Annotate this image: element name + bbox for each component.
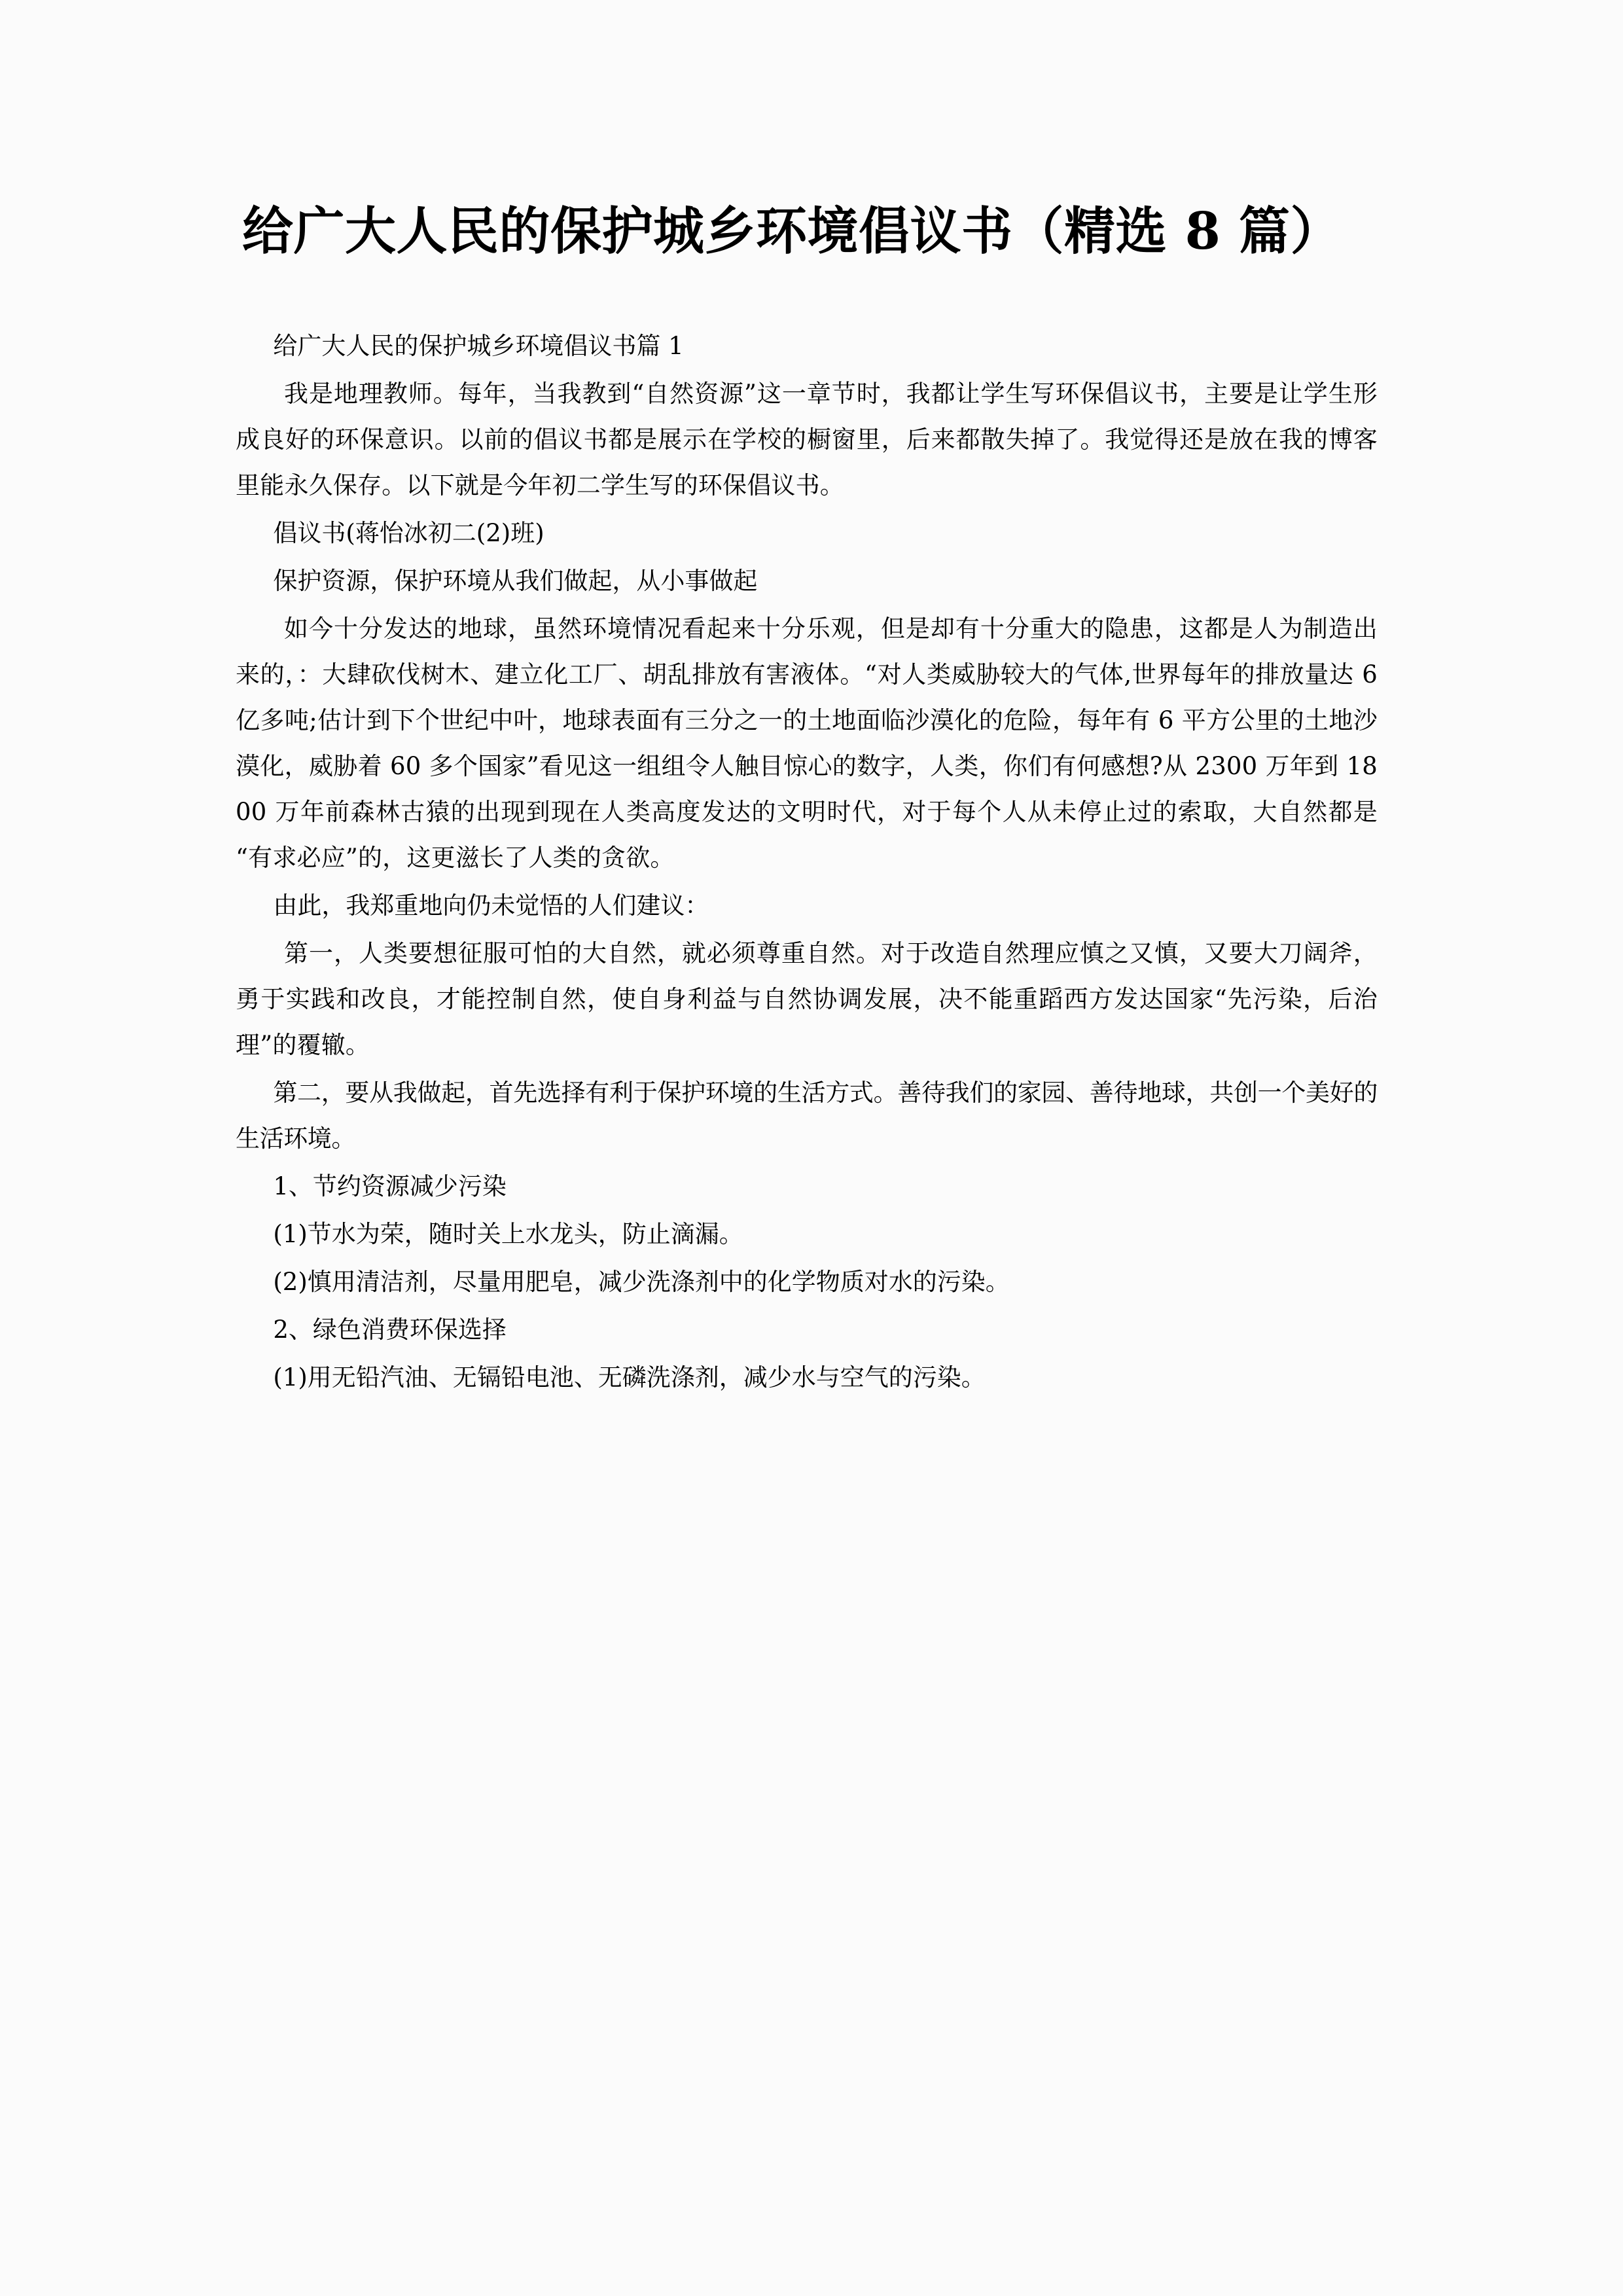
list-item-1-sub-1: (1)节水为荣，随时关上水龙头，防止滴漏。 (273, 1219, 743, 1248)
list-item-2-sub-1: (1)用无铅汽油、无镉铅电池、无磷洗涤剂，减少水与空气的污染。 (273, 1363, 986, 1391)
proposal-author-line: 倡议书(蒋怡冰初二(2)班) (273, 518, 544, 547)
paragraph-intro: 我是地理教师。每年，当我教到“自然资源”这一章节时，我都让学生写环保倡议书，主要是让学生形成良好的环保意识。以前的倡议书都是展示在学校的橱窗里，后来都散失掉了。我觉得还是放在我的博客里能永久保存。以下就是今年初二学生写的环保倡议书。 (236, 379, 1378, 499)
list-item-1: 1、节约资源减少污染 (273, 1172, 507, 1200)
paragraph-point-two: 第二，要从我做起，首先选择有利于保护环境的生活方式。善待我们的家园、善待地球，共创一个美好的生活环境。 (236, 1078, 1378, 1153)
paragraph-earth-statistics: 如今十分发达的地球，虽然环境情况看起来十分乐观，但是却有十分重大的隐患，这都是人为制造出来的，：大肆砍伐树木、建立化工厂、胡乱排放有害液体。“对人类威胁较大的气体,世界每年的排放量达 6 亿多吨;估计到下个世纪中叶，地球表面有三分之一的土地面临沙漠化的危险，每年有 6 平方公里的土地沙漠化，威胁着 60 多个国家”看见这一组组令人触目惊心的数字，人类，你们有何感想?从 2300 万年到 1800 万年前森林古猿的出现到现在人类高度发达的文明时代，对于每个人从未停止过的索取，大自然都是“有求必应”的，这更滋长了人类的贪欲。 (236, 614, 1378, 872)
proposal-slogan-line: 保护资源，保护环境从我们做起，从小事做起 (273, 566, 758, 595)
paragraph-suggestion-lead: 由此，我郑重地向仍未觉悟的人们建议： (273, 891, 709, 920)
section-heading: 给广大人民的保护城乡环境倡议书篇 1 (273, 331, 684, 360)
list-item-1-sub-2: (2)慎用清洁剂，尽量用肥皂，减少洗涤剂中的化学物质对水的污染。 (273, 1267, 1010, 1296)
list-item-2: 2、绿色消费环保选择 (273, 1315, 507, 1344)
page-content (236, 0, 1387, 1403)
document-body (236, 267, 1387, 1401)
paragraph-point-one: 第一，人类要想征服可怕的大自然，就必须尊重自然。对于改造自然理应慎之又慎，又要大刀阔斧，勇于实践和改良，才能控制自然，使自身利益与自然协调发展，决不能重蹈西方发达国家“先污染，后治理”的覆辙。 (236, 939, 1378, 1059)
page-title: 给广大人民的保护城乡环境倡议书（精选 8 篇） (241, 202, 1342, 261)
